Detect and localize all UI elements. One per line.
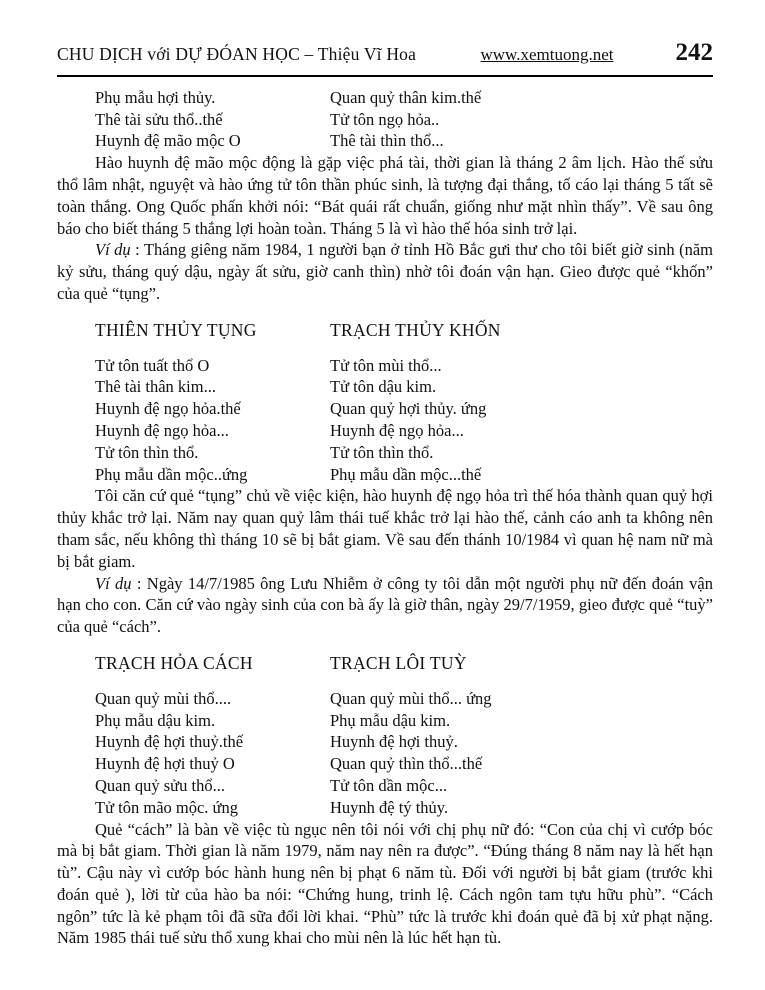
hexagram-title-left: THIÊN THỦY TỤNG [95, 319, 257, 340]
hexagram-column-right [330, 355, 713, 486]
paragraph-analysis-3: Quẻ “cách” là bàn về việc tù ngục nên tôi nói với chị phụ nữ đó: “Con của chị vì cướp bóc mà bị bắt giam. Thời gian là năm 1979, năm nay nên ra được”. “Đúng tháng 8 năm nay là hết hạn tù”. Cậu này vì cướp bóc hành hung nên bị phạt 6 năm tù. Đối với người bị bắt giam (trước khi đoán quẻ ), lời từ của hào ba nói: “Chứng hung, trinh lệ. Cách ngôn tam tựu hữu phù”. “Cách ngôn” tức là kẻ phạm tôi đã sữa đổi lời khai. “Phù” tức là trước khi đoán quẻ đã bị xử phạt nặng. Năm 1985 thái tuế sửu thổ xung khai cho mùi nên là lúc hết hạn tù. [57, 819, 713, 948]
hexagram-line: Tử tôn tuất thổ O [95, 355, 210, 375]
hexagram-line: Tử tôn dần mộc... [330, 775, 448, 795]
book-title: CHU DỊCH với DỰ ĐÓAN HỌC – Thiệu Vĩ Hoa [57, 44, 417, 64]
hexagram-line: Tử tôn thìn thổ. [95, 442, 199, 462]
example-text: : Tháng giêng năm 1984, 1 người bạn ở tỉnh Hồ Bắc gưi thư cho tôi biết giờ sinh (năm kỷ sửu, tháng quý dậu, ngày ất sửu, giờ canh thìn) nhờ tôi đoán vận hạn. Gieo được quẻ “khốn” của quẻ “tụng”. [57, 240, 713, 303]
hexagram-line: Quan quỷ hợi thủy. ứng [330, 399, 487, 419]
hexagram-line: Huynh đệ tý thủy. [330, 797, 449, 817]
hexagram-line: Quan quỷ mùi thổ.... [95, 688, 232, 708]
hexagram-line: Huynh đệ hợi thuỷ.thế [95, 732, 244, 752]
hexagram-line: Thê tài thân kim... [95, 377, 216, 397]
hexagram-line: Quan quỷ mùi thổ... ứng [330, 688, 492, 708]
hexagram-block-1 [57, 355, 713, 486]
hexagram-block-2 [57, 688, 713, 819]
paragraph-analysis-1: Hào huynh đệ mão mộc động là gặp việc phá tài, thời gian là tháng 2 âm lịch. Hào thế sửu thổ lâm nhật, nguyệt và hào ứng tử tôn thần phúc sinh, là tượng đại thắng, tố cáo lại tháng 5 tất sẽ toàn thắng. Ong Quốc phấn khởi nói: “Bát quái rất chuẩn, giống như mặt nhìn thấy”. Về sau ông báo cho biết tháng 5 thắng lợi hoàn toàn. Tháng 5 là vì hào thế hóa sinh trở lại. [57, 153, 713, 238]
hexagram-column-left [95, 87, 330, 152]
paragraph-example-2 [57, 573, 713, 638]
hexagram-titles-1 [57, 320, 713, 342]
hexagram-title-right: TRẠCH THỦY KHỐN [330, 319, 501, 340]
hexagram-line: Quan quỷ sửu thổ... [95, 775, 225, 795]
hexagram-titles-2 [57, 653, 713, 675]
hexagram-line: Phụ mẫu dần mộc...thế [330, 464, 482, 484]
hexagram-line: Quan quỷ thân kim.thế [330, 87, 482, 107]
hexagram-line: Huynh đệ ngọ hỏa... [330, 420, 464, 440]
hexagram-line: Phụ mẫu dậu kim. [330, 710, 451, 730]
hexagram-line: Tử tôn thìn thổ. [330, 442, 434, 462]
hexagram-line: Thê tài sửu thổ..thế [95, 109, 223, 129]
hexagram-line: Huynh đệ mão mộc O [95, 131, 241, 151]
hexagram-line: Thê tài thìn thổ... [330, 131, 444, 151]
website-url: www.xemtuong.net [480, 45, 614, 64]
hexagram-line: Tử tôn mùi thổ... [330, 355, 442, 375]
hexagram-line: Tử tôn ngọ hỏa.. [330, 109, 440, 129]
page-header [57, 39, 713, 77]
hexagram-line: Phụ mẫu dần mộc..ứng [95, 464, 248, 484]
example-text: : Ngày 14/7/1985 ông Lưu Nhiễm ở công ty tôi dẫn một người phụ nữ đến đoán vận hạn cho con. Căn cứ vào ngày sinh của con bà ấy là giờ thân, ngày 29/7/1959, gieo được quẻ “tuỳ” của quẻ “cách”. [57, 573, 713, 637]
hexagram-line: Huynh đệ hợi thuỷ. [330, 732, 458, 752]
hexagram-title-right: TRẠCH LÔI TUỲ [330, 652, 467, 673]
hexagram-line: Huynh đệ hợi thuỷ O [95, 754, 235, 774]
hexagram-title-left: TRẠCH HỎA CÁCH [95, 652, 253, 673]
hexagram-line: Phụ mẫu hợi thủy. [95, 87, 216, 107]
hexagram-column-left [95, 355, 330, 486]
hexagram-line: Phụ mẫu dậu kim. [95, 710, 216, 730]
hexagram-block-top [57, 87, 713, 152]
hexagram-line: Tử tôn dậu kim. [330, 377, 437, 397]
hexagram-line: Tử tôn mão mộc. ứng [95, 797, 238, 817]
page-number: 242 [675, 39, 713, 66]
hexagram-line: Quan quỷ thìn thổ...thế [330, 754, 483, 774]
hexagram-column-right [330, 688, 713, 819]
hexagram-line: Huynh đệ ngọ hỏa.thế [95, 399, 241, 419]
hexagram-column-left [95, 688, 330, 819]
example-label: Ví dụ [95, 240, 131, 260]
example-label: Ví dụ [95, 573, 132, 593]
paragraph-example-1 [57, 239, 713, 304]
paragraph-analysis-2: Tôi căn cứ quẻ “tụng” chủ về việc kiện, hào huynh đệ ngọ hỏa trì thế hóa thành quan quỷ hợi thủy khắc trở lại. Năm nay quan quỷ lâm thái tuế khắc trở lại hào thế, cảnh cáo anh ta không nên tham sắc, nếu không thì tháng 10 sẽ bị bắt giam. Về sau đến thánh 10/1984 vì quan hệ nam nữ mà bị bắt giam. [57, 486, 713, 571]
hexagram-column-right [330, 87, 713, 152]
hexagram-line: Huynh đệ ngọ hỏa... [95, 420, 229, 440]
